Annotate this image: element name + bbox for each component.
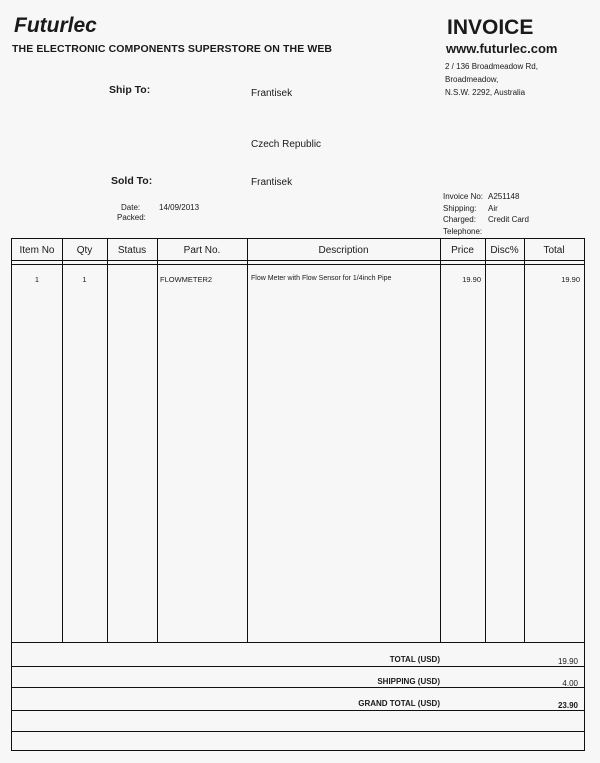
invoice-title: INVOICE <box>447 16 534 39</box>
row-part-no: FLOWMETER2 <box>160 275 213 284</box>
column-divider <box>524 239 525 643</box>
company-address-line: Broadmeadow, <box>445 75 499 84</box>
totals-divider <box>12 666 584 667</box>
ship-to-label: Ship To: <box>109 84 151 96</box>
totals-divider <box>12 710 584 711</box>
date-value: 14/09/2013 <box>159 203 200 212</box>
invoice-no-value: A251148 <box>488 192 520 201</box>
col-header-item-no: Item No <box>19 245 55 256</box>
col-header-price: Price <box>451 245 474 256</box>
sold-to-label: Sold To: <box>111 175 153 187</box>
ship-to-country: Czech Republic <box>251 139 322 150</box>
total-value: 19.90 <box>557 657 578 666</box>
charged-value: Credit Card <box>488 215 529 224</box>
col-header-qty: Qty <box>76 245 93 256</box>
col-header-disc: Disc% <box>490 245 519 256</box>
total-label: TOTAL (USD) <box>389 655 440 664</box>
row-item-no: 1 <box>34 275 40 284</box>
company-name: Futurlec <box>14 14 97 37</box>
company-tagline: THE ELECTRONIC COMPONENTS SUPERSTORE ON THE WEB <box>12 43 333 55</box>
totals-divider <box>12 731 584 732</box>
sold-to-name: Frantisek <box>251 177 293 188</box>
col-header-status: Status <box>117 245 147 256</box>
totals-divider <box>12 642 584 643</box>
shipping-method-label: Shipping: <box>443 204 477 213</box>
company-website: www.futurlec.com <box>446 41 558 56</box>
col-header-part-no: Part No. <box>183 245 221 256</box>
row-description: Flow Meter with Flow Sensor for 1/4inch Pipe <box>251 275 392 282</box>
packed-label: Packed: <box>117 213 146 222</box>
invoice-no-label: Invoice No: <box>443 192 484 201</box>
column-divider <box>247 239 248 643</box>
shipping-cost-label: SHIPPING (USD) <box>377 677 440 686</box>
totals-divider <box>12 687 584 688</box>
telephone-label: Telephone: <box>443 227 483 236</box>
column-divider <box>62 239 63 643</box>
grand-total-value: 23.90 <box>557 701 578 710</box>
grand-total-label: GRAND TOTAL (USD) <box>358 699 440 708</box>
column-divider <box>157 239 158 643</box>
date-label: Date: <box>121 203 141 212</box>
shipping-method-value: Air <box>488 204 498 213</box>
col-header-description: Description <box>318 245 369 256</box>
shipping-cost-value: 4.00 <box>562 679 578 688</box>
row-price: 19.90 <box>462 275 481 284</box>
company-address-line: N.S.W. 2292, Australia <box>445 88 526 97</box>
column-divider <box>440 239 441 643</box>
row-qty: 1 <box>82 275 87 284</box>
col-header-total: Total <box>543 245 565 256</box>
column-divider <box>107 239 108 643</box>
header-divider <box>12 260 584 261</box>
company-address-line: 2 / 136 Broadmeadow Rd, <box>445 62 538 71</box>
column-divider <box>485 239 486 643</box>
invoice-table <box>11 238 585 751</box>
ship-to-name: Frantisek <box>251 88 293 99</box>
header-divider <box>12 264 584 265</box>
charged-label: Charged: <box>443 215 476 224</box>
row-total: 19.90 <box>561 275 580 284</box>
